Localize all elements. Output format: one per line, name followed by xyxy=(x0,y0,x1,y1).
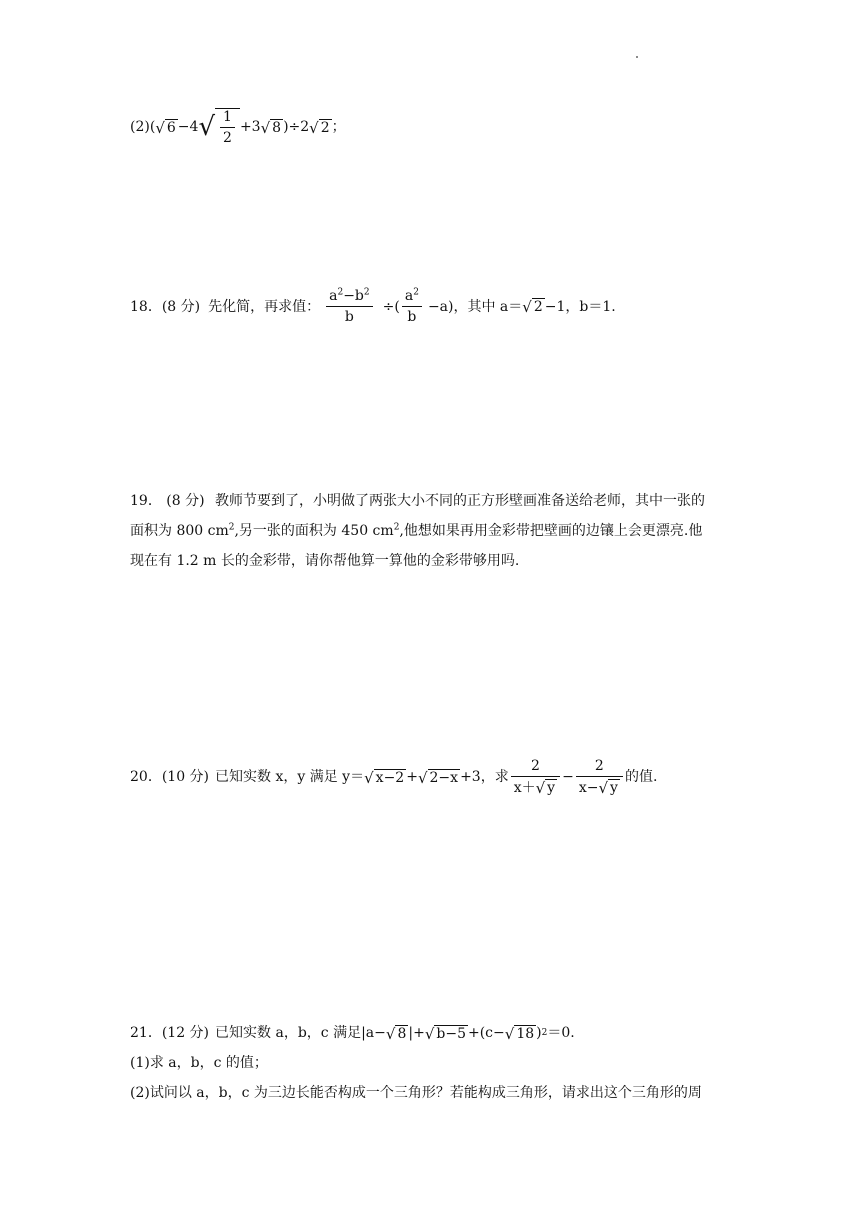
question-number: 19． xyxy=(130,493,162,509)
question-number: 21． xyxy=(130,1025,162,1041)
sqrt-2: √ 2 xyxy=(522,298,543,316)
question-21-part-2: (2)试问以 a，b，c 为三边长能否构成一个三角形？若能构成三角形，请求出这个三角形的周 xyxy=(130,1085,702,1101)
paren: ( xyxy=(149,119,156,135)
question-text: 已知实数 a，b，c 满足|a− xyxy=(215,1025,386,1041)
fraction-2-over-x-plus-sqrt-y: 2 x＋ √ y xyxy=(511,758,560,796)
fraction-2-over-x-minus-sqrt-y: 2 x− √ y xyxy=(576,758,623,796)
question-19-line-1 xyxy=(130,491,705,511)
question-17-part-2 xyxy=(130,108,346,146)
question-20 xyxy=(130,758,657,796)
question-score: (10 分) xyxy=(161,769,210,785)
sqrt-6: √ 6 xyxy=(155,118,176,137)
question-score: (12 分) xyxy=(161,1025,210,1041)
sqrt-b-minus-5: √ b−5 xyxy=(424,1024,466,1043)
question-score: (8 分) xyxy=(166,493,205,509)
page-dot xyxy=(636,56,638,58)
minus-a: −a)，其中 a＝ xyxy=(427,298,523,315)
plus: + xyxy=(406,769,418,785)
question-number: 20． xyxy=(130,769,162,785)
divide-two: )÷2 xyxy=(283,119,310,135)
fraction-a2-b2-over-b: $\frac{a^2-b^2}{b}$ xyxy=(326,288,373,325)
sqrt-one-half: √ $\frac{1}{2}$ xyxy=(198,108,240,146)
question-text-line-1: 教师节要到了，小明做了两张大小不同的正方形壁画准备送给老师，其中一张的 xyxy=(215,493,706,509)
divide-open: ÷( xyxy=(382,298,400,315)
question-tail: 的值. xyxy=(624,769,658,785)
question-21: 21． (12 分) 已知实数 a，b，c 满足|a− √ 8 |+ √ b−5 +(c− √ 18 ) 2 ＝0. xyxy=(130,1024,575,1043)
question-18 xyxy=(130,288,616,325)
sqrt-2: √ 2 xyxy=(309,118,330,137)
semicolon: ； xyxy=(331,119,346,135)
question-number: 18． xyxy=(130,298,162,315)
sqrt-8: √ 8 xyxy=(385,1024,407,1043)
sqrt-18: √ 18 xyxy=(504,1024,535,1043)
plus-three: +3，求 xyxy=(460,769,509,785)
fraction-a2-over-b: $\frac{a^2}{b}$ xyxy=(402,288,422,325)
minus-four: −4 xyxy=(177,119,199,135)
question-21-part-1: (1)求 a，b，c 的值； xyxy=(130,1055,268,1071)
part-label: (2) xyxy=(130,119,150,135)
plus-three: +3 xyxy=(239,119,261,135)
sqrt-8: √ 8 xyxy=(260,118,282,137)
minus: − xyxy=(562,769,574,785)
question-text: 先化简，再求值： xyxy=(208,298,321,315)
question-text: 已知实数 x，y 满足 y＝ xyxy=(215,769,365,785)
question-tail: −1，b＝1. xyxy=(544,298,616,315)
sqrt-x-minus-2: √ x−2 xyxy=(364,768,405,787)
question-score: (8 分) xyxy=(161,298,201,315)
question-19-line-2: 面积为 800 $cm^2$,另一张的面积为 450 $cm^2$,他想如果再用金彩带把壁画的边镶上会更漂亮.他 xyxy=(130,522,703,539)
question-19-line-3: 现在有 1.2 m 长的金彩带，请你帮他算一算他的金彩带够用吗. xyxy=(130,553,520,569)
sqrt-2-minus-x: √ 2−x xyxy=(417,768,459,787)
